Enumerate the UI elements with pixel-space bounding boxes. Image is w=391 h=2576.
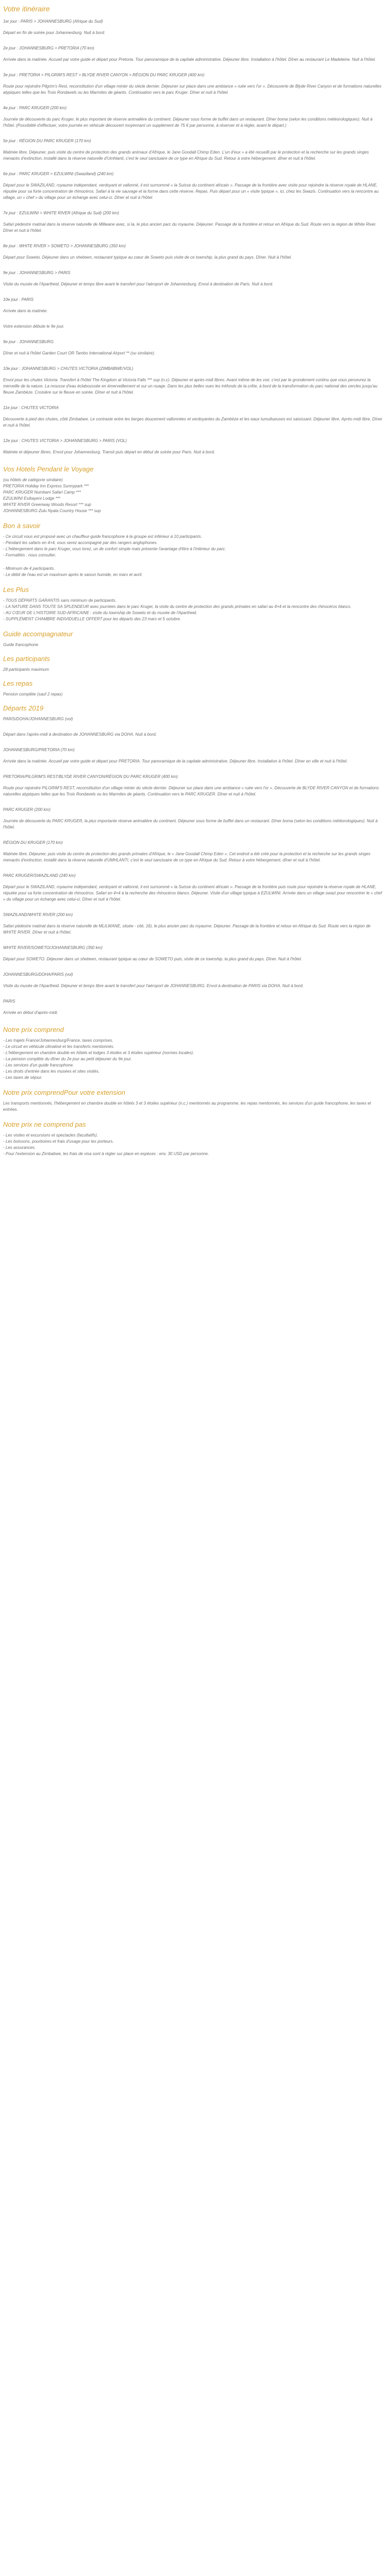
day-block <box>3 438 386 455</box>
day-title: 5e jour : RÉGION DU PARC KRUGER (170 km) <box>3 139 91 143</box>
price-excludes-heading: Notre prix ne comprend pas <box>3 1121 86 1128</box>
day-text: Route pour rejoindre PILGRIM'S REST, reconstitution d'un village minier du siècle dernier. Déjeuner sur place dans une ambiance « ruée vers l'or ». Découverte de BLYDE RIVER CANYON et de formations naturelles atypiques telles que les Trois Rondavels ou les Marmites de géants. Continuation vers le PARC KRUGER. Dîner et nuit à l'hôtel. <box>3 786 379 796</box>
price-includes-item: - Les taxes de séjour. <box>3 1075 43 1080</box>
day-title: PRETORIA/PILGRIM'S REST/BLYDE RIVER CANYON/RÉGION DU PARC KRUGER (400 km) <box>3 774 178 779</box>
guide-text: Guide francophone <box>3 642 39 647</box>
participants-heading: Les participants <box>3 655 51 663</box>
hotels-intro: (ou hôtels de catégorie similaire) <box>3 478 63 482</box>
day-text: Safari pédestre matinal dans la réserve naturelle de Mlilwane avec, si la, le plus ancien parc du royaume. Déjeuner. Passage de la frontière et retour en Afrique du Sud. Route vers la région de White River. Dîner et nuit à l'hôtel. <box>3 222 377 233</box>
plus-item: - LA NATURE DANS TOUTE SA SPLENDEUR avec journées dans le parc Kruger, la visite du centre de protection des grands primates en safari au 4×4 et la rencontre des rhinocéros blancs. <box>3 604 352 609</box>
day-text: Visite du musée de l'Apartheid. Déjeuner et temps libre avant le transfert pour l'aéroport de JOHANNESBURG. Envol à destination de PARIS via DOHA. Nuit à bord. <box>3 984 304 988</box>
hotels-heading: Vos Hotels Pendant le Voyage <box>3 465 94 473</box>
day-title: 6e jour : PARC KRUGER > EZULWINI (Swaziland) (240 km) <box>3 172 114 176</box>
extension-price-heading: Notre prix comprendPour votre extension <box>3 1089 126 1096</box>
price-includes-item: - Les services d'un guide francophone. <box>3 1063 74 1067</box>
participants-text: 28 participants maximum <box>3 667 49 672</box>
price-excludes-item: - Les assurances. <box>3 1145 36 1150</box>
hotel-item: PARC KRUGER Numbani Safari Camp *** <box>3 490 81 495</box>
day-text: Découverte à pied des chutes, côté Zimbabwe. Le contraste entre les berges doucement vallonnées et verdoyantes du Zambèze et les eaux tumultueuses est saisissant. Déjeuner libre. Après-midi libre. Dîner et nuit à l'hôtel. <box>3 417 383 428</box>
day-title: JOHANNESBURG/DOHA/PARIS (vol) <box>3 972 73 977</box>
day-block <box>3 774 386 798</box>
day-block <box>3 19 386 36</box>
page <box>0 0 391 1172</box>
day-title: WHITE RIVER/SOWETO/JOHANNESBURG (350 km) <box>3 945 103 950</box>
good-to-know-list <box>3 534 386 558</box>
departures-text: PARIS/DOHA/JOHANNESBURG (vol) <box>3 717 73 721</box>
day-block <box>3 405 386 429</box>
hotels-list <box>3 477 386 514</box>
price-includes-item: - Le circuit en véhicule climatisé et les transferts mentionnés. <box>3 1044 115 1049</box>
good-to-know-item: - Formalités : nous consulter. <box>3 553 56 557</box>
plus-item: - AU CŒUR DE L'HISTOIRE SUD-AFRICAINE : visite du township de Soweto et du musée de l'Apartheid. <box>3 611 198 615</box>
day-title: SWAZILAND/WHITE RIVER (200 km) <box>3 912 73 917</box>
hotel-item: EZULWINI Esibayeni Lodge *** <box>3 496 60 501</box>
day-block <box>3 297 386 314</box>
day-text: Dîner et nuit à l'hôtel Garden Court OR Tambo International Airport ** (ou similaire). <box>3 351 155 355</box>
day-title: 1er jour : PARIS > JOHANNESBURG (Afrique du Sud) <box>3 19 103 24</box>
day-title: 3e jour : PRETORIA > PILGRIM'S REST > BLYDE RIVER CANYON > RÉGION DU PARC KRUGER (400 km) <box>3 73 205 77</box>
day-text: Arrivée dans la matinée. <box>3 309 48 313</box>
day-text: Journée de découverte du PARC KRUGER, la plus importante réserve animalière du continent. Déjeuner sous forme de buffet dans un restaurant. Dîner boma (selon les conditions météorologiques). Nuit à l'hôtel. <box>3 819 378 829</box>
good-to-know-item: - Minimum de 4 participants. <box>3 566 55 571</box>
day-block <box>3 945 386 962</box>
day-title: 8e jour : WHITE RIVER > SOWETO > JOHANNESBURG (350 km) <box>3 244 126 248</box>
day-text: Arrivée en début d'après-midi. <box>3 1010 58 1015</box>
day-title: 4e jour : PARC KRUGER (200 km) <box>3 106 67 110</box>
day-block <box>3 105 386 129</box>
day-block <box>3 873 386 903</box>
price-includes-heading: Notre prix comprend <box>3 1026 64 1033</box>
day-block <box>3 324 386 330</box>
price-includes-list <box>3 1038 386 1081</box>
day-text: Route pour rejoindre Pilgrim's Rest, reconstitution d'un village minier du siècle dernier. Déjeuner sur place dans une ambiance « ruée vers l'or ». Découverte de Blyde River Canyon et de formations naturelles atypiques telles que les Trois Rondavels ou les Marmites de géants. Continuation vers le parc Kruger. Dîner et nuit à l'hôtel. <box>3 84 382 95</box>
good-to-know-item: - Ce circuit vous est proposé avec un chauffeur-guide francophone à la groupe est inférieur à 10 participants. <box>3 534 202 539</box>
day-block <box>3 210 386 234</box>
price-includes-item: - Les droits d'entrée dans les musées et sites visités. <box>3 1069 100 1074</box>
price-excludes-list <box>3 1132 386 1157</box>
day-block <box>3 747 386 765</box>
day-title: PARC KRUGER/SWAZILAND (240 km) <box>3 873 76 878</box>
day-text: Départ en fin de soirée pour Johannesburg. Nuit à bord. <box>3 30 105 35</box>
day-text: Arrivée dans la matinée. Accueil par votre guide et départ pour Pretoria. Tour panoramique de la capitale administrative. Déjeuner libre. Installation à l'hôtel. Dîner au restaurant Le Madeleine. Nuit à l'hôtel. <box>3 57 376 62</box>
day-block <box>3 171 386 201</box>
plus-list <box>3 598 386 622</box>
day-title: PARIS <box>3 999 15 1004</box>
day-title: 2e jour : JOHANNESBURG > PRETORIA (70 km) <box>3 46 94 50</box>
meals-text: Pension complète (sauf 2 repas) <box>3 692 63 697</box>
day-block <box>3 138 386 162</box>
day-title: RÉGION DU KRUGER (170 km) <box>3 840 63 845</box>
good-to-know-item: - Pendant les safaris en 4×4, vous serez accompagné par des rangers anglophones. <box>3 540 158 545</box>
day-title: PARC KRUGER (200 km) <box>3 807 51 812</box>
price-excludes-item: - Pour l'extension au Zimbabwe, les frais de visa sont à régler sur place en espèces : env. 30 USD par personne. <box>3 1151 209 1156</box>
hotel-item: WHITE RIVER Greenway Woods Resort *** sup <box>3 502 91 507</box>
day-block <box>3 998 386 1016</box>
good-to-know-heading: Bon à savoir <box>3 522 41 530</box>
itinerary-days <box>3 19 386 455</box>
day-block <box>3 339 386 357</box>
departures-heading: Départs 2019 <box>3 704 44 712</box>
day-block <box>3 732 386 738</box>
day-title: 11e jour : CHUTES VICTORIA <box>3 405 59 410</box>
plus-heading: Les Plus <box>3 586 29 594</box>
day-text: Départ pour le SWAZILAND, royaume indépendant, verdoyant et vallonné, il est surnommé « la Suisse du continent africain ». Passage de la frontière puis route pour rejoindre la réserve royale de HLANE, réputée pour sa forte concentration de rhinocéros. Safari en 4×4 à la recherche des rhinocéros blancs. Déjeuner. Visite d'un village typique à EZULWINI. Arrivée dans un village swazi pour rencontrer le « chef » du village pour un échange avec celui-ci. Dîner et nuit à l'hôtel. <box>3 885 382 902</box>
itinerary-heading: Votre itinéraire <box>3 5 50 13</box>
day-text: Safari pédestre matinal dans la réserve naturelle de MLILWANE, située - cité, 16), le plus ancien parc du royaume. Déjeuner. Passage de la frontière et retour en Afrique du Sud. Route vers la région de WHITE RIVER. Dîner et nuit à l'hôtel. <box>3 924 371 935</box>
good-to-know-item: - L'hébergement dans le parc Kruger, vous lorez, un de confort simple mais présente l'avantage d'être à l'intérieur du parc. <box>3 547 226 551</box>
departures-days <box>3 732 386 1016</box>
day-block <box>3 972 386 989</box>
hotel-item: PRETORIA Holiday Inn Express Sunnypark *** <box>3 484 89 488</box>
guide-heading: Guide accompagnateur <box>3 630 73 638</box>
day-title: 9e jour : JOHANNESBURG <box>3 340 54 344</box>
day-text: Matinée libre. Déjeuner, puis visite du centre de protection des grands primates d'Afrique, le « Jane Goodall Chimp Eden ». Cet endroit a été créé pour la protection et la recherche sur les grands singes menacés d'extinction, installé dans la réserve naturelle d'UMHLANTI, c'est le seul sanctuaire de ce type en Afrique du Sud. Retour à votre hébergement, dîner et nuit à l'hôtel. <box>3 852 371 862</box>
day-block <box>3 45 386 63</box>
day-text: Départ pour Soweto. Déjeuner dans un shebeen, restaurant typique au cœur de Soweto puis visite de ce township, la plus grand du pays. Dîner. Nuit à l'hôtel. <box>3 255 292 260</box>
day-text: Envol pour les chutes Victoria. Transfert à l'hôtel The Kingdom at Victoria Falls *** sup (n.c). Déjeuner et après-midi libres. Avant même de les voir, c'est par le grondement continu que vous percevrez la merveille de la nature. La mousse d'eau éclaboussée en émerveillement et sur un nuage. Dans les plus belles vues les tréfonds de la crête, à bord de la transformation du parc national des cercles jusqu'au fleuve Zambèze. Croisière sur le fleuve en soirée. Dîner et nuit à l'hôtel. <box>3 378 378 395</box>
day-block <box>3 72 386 96</box>
plus-item: - TOUS DÉPARTS GARANTIS sans minimum de participants. <box>3 598 117 603</box>
day-block <box>3 807 386 831</box>
good-to-know-item: - Le débit de l'eau est un maximum après le saison humide, en mars et avril. <box>3 572 143 577</box>
price-excludes-item: - Les boissons, pourboires et frais d'usage pour les porteurs. <box>3 1139 114 1144</box>
day-title: 10e jour : JOHANNESBURG > CHUTES VICTORIA (ZIMBABWE/VOL) <box>3 366 134 371</box>
day-text: Journée de découverte du parc Kruger, le plus important de réserve animalière du continent. Déjeuner sous forme de buffet dans un restaurant. Dîner boma (selon les conditions météorologiques). Nuit à l'hôtel. (Possibilité d'effectuer, votre journée en véhicule découvert moyennant un supplément de 75 € par personne, à réserver et à régler, avant le départ.) <box>3 117 372 128</box>
day-title: 10e jour : PARIS <box>3 297 34 302</box>
day-block <box>3 366 386 396</box>
day-block <box>3 912 386 936</box>
day-title: 7e jour : EZULWINI > WHITE RIVER (Afrique du Sud) (200 km) <box>3 211 119 215</box>
day-block <box>3 270 386 287</box>
day-title: 12e jour : CHUTES VICTORIA > JOHANNESBURG > PARIS (VOL) <box>3 438 127 443</box>
good-to-know-list-2 <box>3 566 386 578</box>
day-text: Matinée et déjeuner libres. Envol pour Johannesburg. Transit puis départ en début de soirée pour Paris. Nuit à bord. <box>3 450 215 454</box>
price-excludes-item: - Les visites et excursions et spectacles (facultatifs). <box>3 1133 99 1138</box>
price-includes-item: - L'hébergement en chambre double en hôtels et lodges 3 étoiles et 3 étoiles supérieur (normes locales). <box>3 1050 194 1055</box>
day-block <box>3 840 386 863</box>
day-title: JOHANNESBURG/PRETORIA (70 km) <box>3 748 75 752</box>
day-text: Votre extension débute le 9e jour. <box>3 324 65 329</box>
extension-price-text: Les transports mentionnés, l'hébergement en chambre double en hôtels 3 et 3 étoiles supérieur (n.c.) mentionnés au programme, les repas mentionnés, les services d'un guide francophone, les taxes et entrées. <box>3 1101 371 1112</box>
meals-heading: Les repas <box>3 680 33 687</box>
plus-item: - SUPPLÉMENT CHAMBRE INDIVIDUELLE OFFERT pour les départs des 23 mars et 5 octobre. <box>3 617 181 621</box>
day-text: Départ pour le SWAZILAND, royaume indépendant, verdoyant et vallonné, il est surnommé « la Suisse du continent africain ». Passage de la frontière avec visite pour rejoindre la réserve royale de HLANE, réputée pour sa forte concentration de rhinocéros. Safari à la vie sauvage et la forme dans cette réserve. Repas. Puis départ pour un « visite typique », ici, chez les Swazis. Continuation vers la rencontre au village, un « chef » du village pour un échange avec celui-ci. Dîner et nuit à l'hôtel. <box>3 183 379 200</box>
price-includes-item: - La pension complète du dîner du 2e jour au petit déjeuner du 9e jour. <box>3 1057 132 1061</box>
day-block <box>3 243 386 261</box>
hotel-item: JOHANNESBURG Zulu Nyala Country House *** sup <box>3 509 101 513</box>
day-text: Départ pour SOWETO. Déjeuner dans un shebeen, restaurant typique au cœur de SOWETO puis, visite de ce township, la plus grand du pays. Dîner. Nuit à l'hôtel. <box>3 957 302 961</box>
day-text: Arrivée dans la matinée. Accueil par votre guide et départ pour PRETORIA. Tour panoramique de la capitale administrative. Déjeuner libre. Installation à l'hôtel. Dîner en ville et nuit à l'hôtel. <box>3 759 348 764</box>
day-text: Matinée libre. Déjeuner, puis visite du centre de protection des grands animaux d'Afrique, le Jane Goodall Chimp Eden. L'un d'eux » a été recueilli par le protection et la recherche sur les grands singes menacés d'extinction, installé dans la réserve naturelle d'Umhlanti, c'est le seul sanctuaire de ce type en Afrique du Sud. Retour à votre hébergement, dîner et nuit à l'hôtel. <box>3 150 369 161</box>
day-title: 9e jour : JOHANNESBURG > PARIS <box>3 270 71 275</box>
day-text: Départ dans l'après-midi à destination de JOHANNESBURG via DOHA. Nuit à bord. <box>3 732 157 737</box>
day-text: Visite du musée de l'Apartheid. Déjeuner et temps libre avant le transfert pour l'aéroport de Johannesburg. Envol à destination de Paris. Nuit à bord. <box>3 282 273 286</box>
price-includes-item: - Les trajets France/Johannesburg/France, taxes comprises. <box>3 1038 113 1043</box>
